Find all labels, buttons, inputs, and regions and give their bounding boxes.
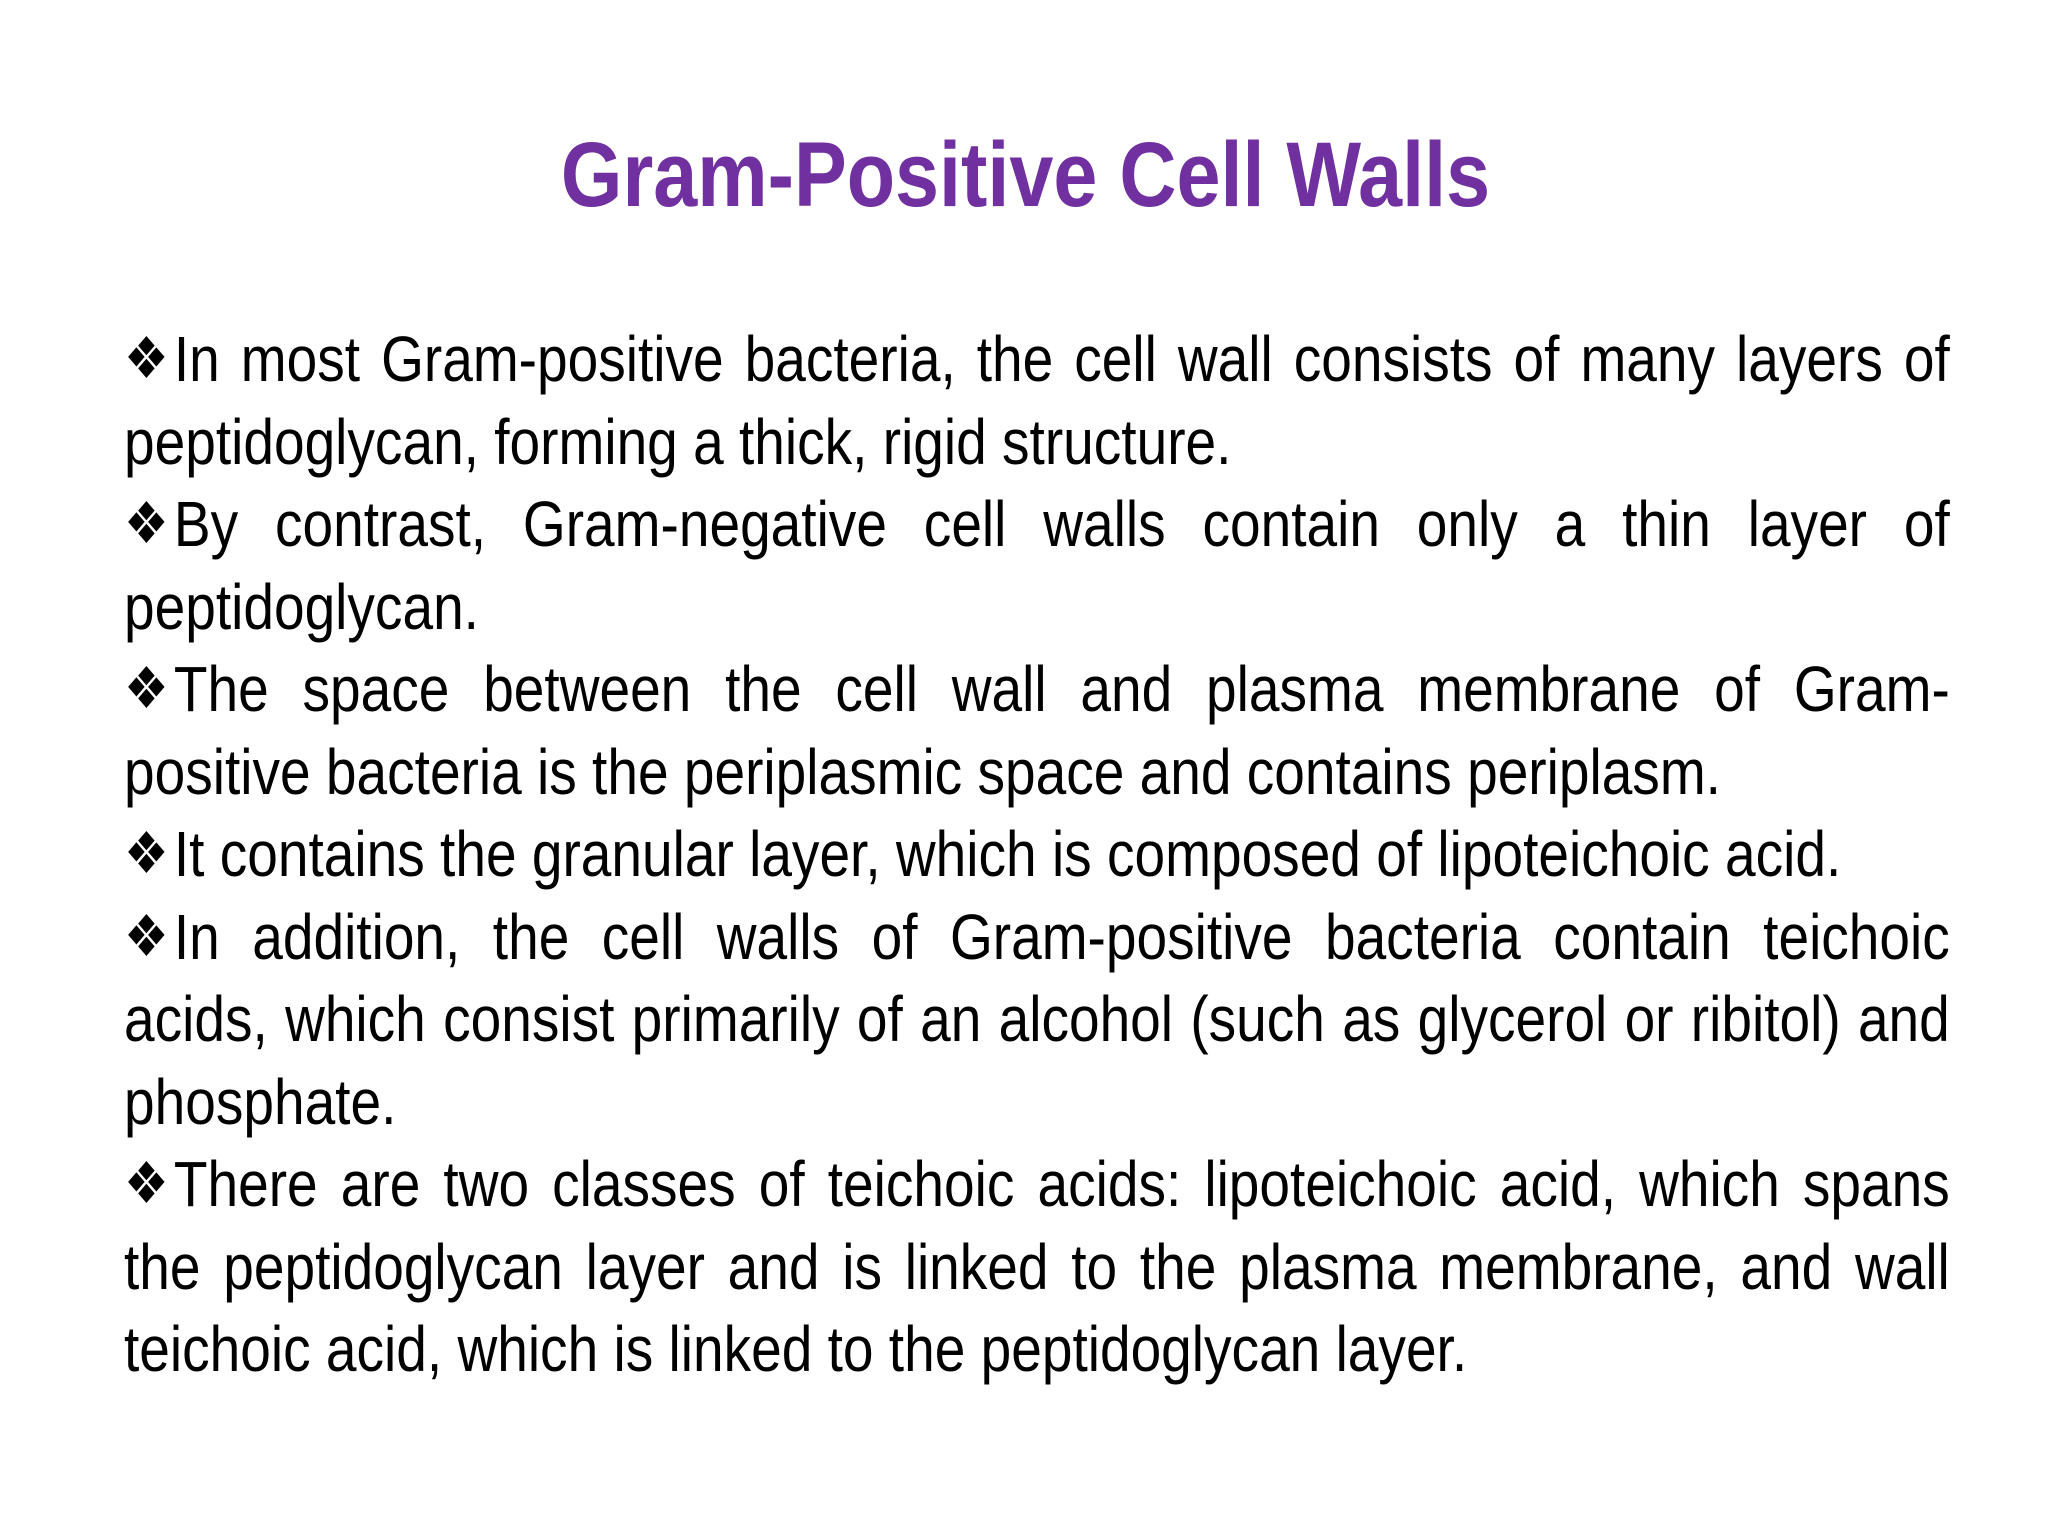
bullet-text: There are two classes of teichoic acids: lipoteichoic acid, which spans the peptidoglycan layer and is linked to the plasma membrane, and wall teichoic acid, which is linked to the peptidoglycan layer. xyxy=(124,1148,1950,1385)
bullet-list xyxy=(124,318,1950,1391)
diamond-bullet-icon: ❖ xyxy=(124,326,169,392)
bullet-item xyxy=(124,483,1950,648)
diamond-bullet-icon: ❖ xyxy=(124,656,169,722)
bullet-text: In most Gram-positive bacteria, the cell wall consists of many layers of peptidoglycan, forming a thick, rigid structure. xyxy=(124,323,1950,478)
bullet-item xyxy=(124,1143,1950,1391)
diamond-bullet-icon: ❖ xyxy=(124,1151,169,1217)
diamond-bullet-icon: ❖ xyxy=(124,491,169,557)
bullet-text: The space between the cell wall and plasma membrane of Gram-positive bacteria is the periplasmic space and contains periplasm. xyxy=(124,653,1950,808)
diamond-bullet-icon: ❖ xyxy=(124,903,169,969)
bullet-item xyxy=(124,813,1950,896)
bullet-text: By contrast, Gram-negative cell walls contain only a thin layer of peptidoglycan. xyxy=(124,488,1950,643)
bullet-text: In addition, the cell walls of Gram-positive bacteria contain teichoic acids, which consist primarily of an alcohol (such as glycerol or ribitol) and phosphate. xyxy=(124,900,1950,1138)
slide-content xyxy=(124,318,1950,1418)
bullet-item xyxy=(124,318,1950,483)
bullet-item xyxy=(124,648,1950,813)
bullet-text: It contains the granular layer, which is composed of lipoteichoic acid. xyxy=(173,818,1842,890)
diamond-bullet-icon: ❖ xyxy=(124,821,169,887)
bullet-item xyxy=(124,896,1950,1144)
slide-title: Gram-Positive Cell Walls xyxy=(560,124,1491,226)
